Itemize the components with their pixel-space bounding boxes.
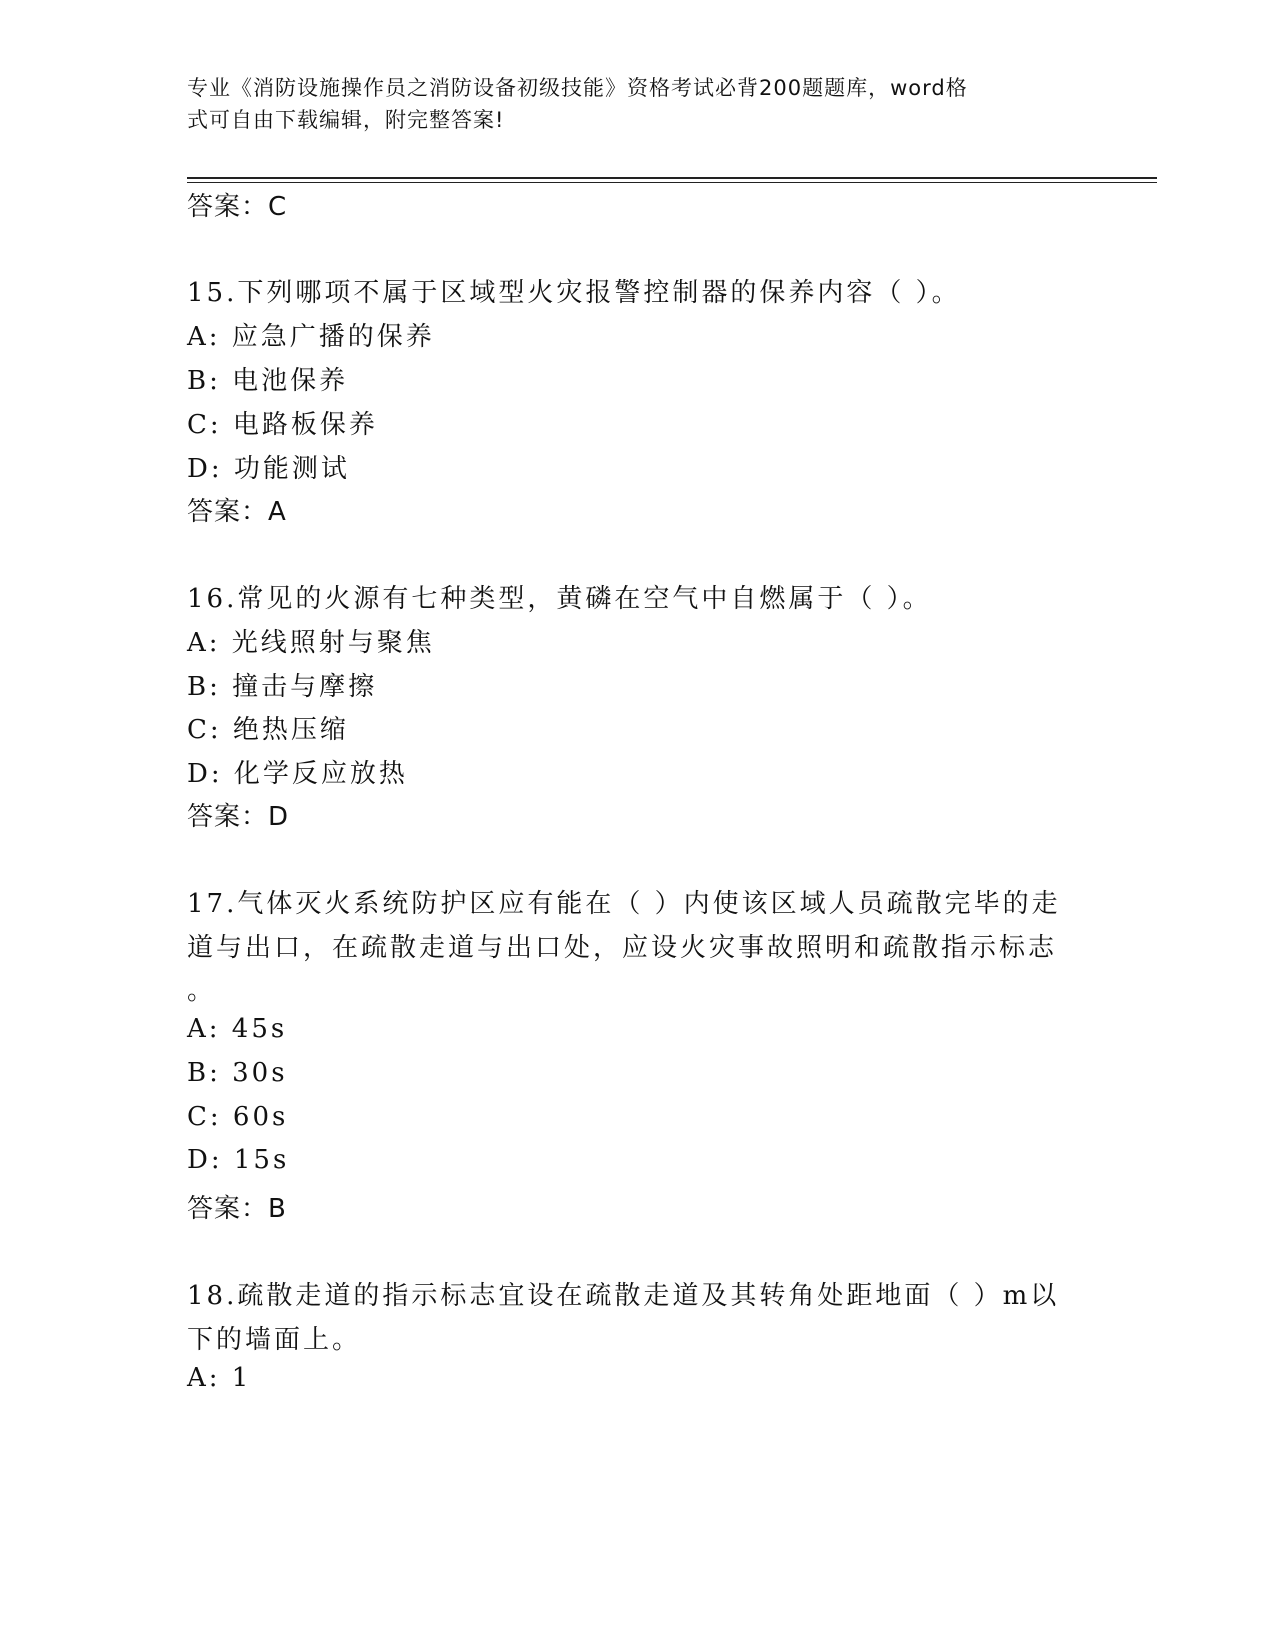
question-16-option-a: A: 光线照射与聚焦 <box>187 628 435 658</box>
question-17-option-d: D: 15s <box>187 1145 290 1175</box>
question-15-option-c: C: 电路板保养 <box>187 410 378 440</box>
previous-answer: 答案：C <box>187 192 288 222</box>
question-17-option-b: B: 30s <box>187 1058 288 1088</box>
question-15-option-a: A: 应急广播的保养 <box>187 322 435 352</box>
question-16-option-c: C: 绝热压缩 <box>187 715 349 745</box>
question-15-answer: 答案：A <box>187 497 287 527</box>
question-16-text: 16.常见的火源有七种类型，黄磷在空气中自燃属于（ ）。 <box>187 584 932 614</box>
question-16-answer: 答案：D <box>187 802 290 832</box>
question-16-option-b: B: 撞击与摩擦 <box>187 672 378 702</box>
question-15-option-b: B: 电池保养 <box>187 366 349 396</box>
question-16-option-d: D: 化学反应放热 <box>187 759 408 789</box>
intro-line-2: 式可自由下载编辑，附完整答案! <box>187 108 505 132</box>
question-17-text-line-2: 道与出口，在疏散走道与出口处，应设火灾事故照明和疏散指示标志 <box>187 933 1058 963</box>
question-17-option-a: A: 45s <box>187 1014 288 1044</box>
intro-line-1: 专业《消防设施操作员之消防设备初级技能》资格考试必背200题题库，word格 <box>187 76 968 100</box>
question-15-option-d: D: 功能测试 <box>187 454 350 484</box>
header-divider-thin <box>187 182 1157 183</box>
header-divider-thick <box>187 177 1157 179</box>
document-intro <box>187 72 1077 136</box>
question-17-text-line-1: 17.气体灭火系统防护区应有能在（ ）内使该区域人员疏散完毕的走 <box>187 889 1061 919</box>
question-18-text-line-2: 下的墙面上。 <box>187 1325 362 1355</box>
question-18-text-line-1: 18.疏散走道的指示标志宜设在疏散走道及其转角处距地面（ ）m以 <box>187 1281 1060 1311</box>
question-17-option-c: C: 60s <box>187 1102 289 1132</box>
question-15-text: 15.下列哪项不属于区域型火灾报警控制器的保养内容（ ）。 <box>187 278 961 308</box>
question-17-text-line-3: 。 <box>187 976 217 1006</box>
question-17-answer: 答案：B <box>187 1194 287 1224</box>
question-18-option-a: A: 1 <box>187 1363 252 1393</box>
